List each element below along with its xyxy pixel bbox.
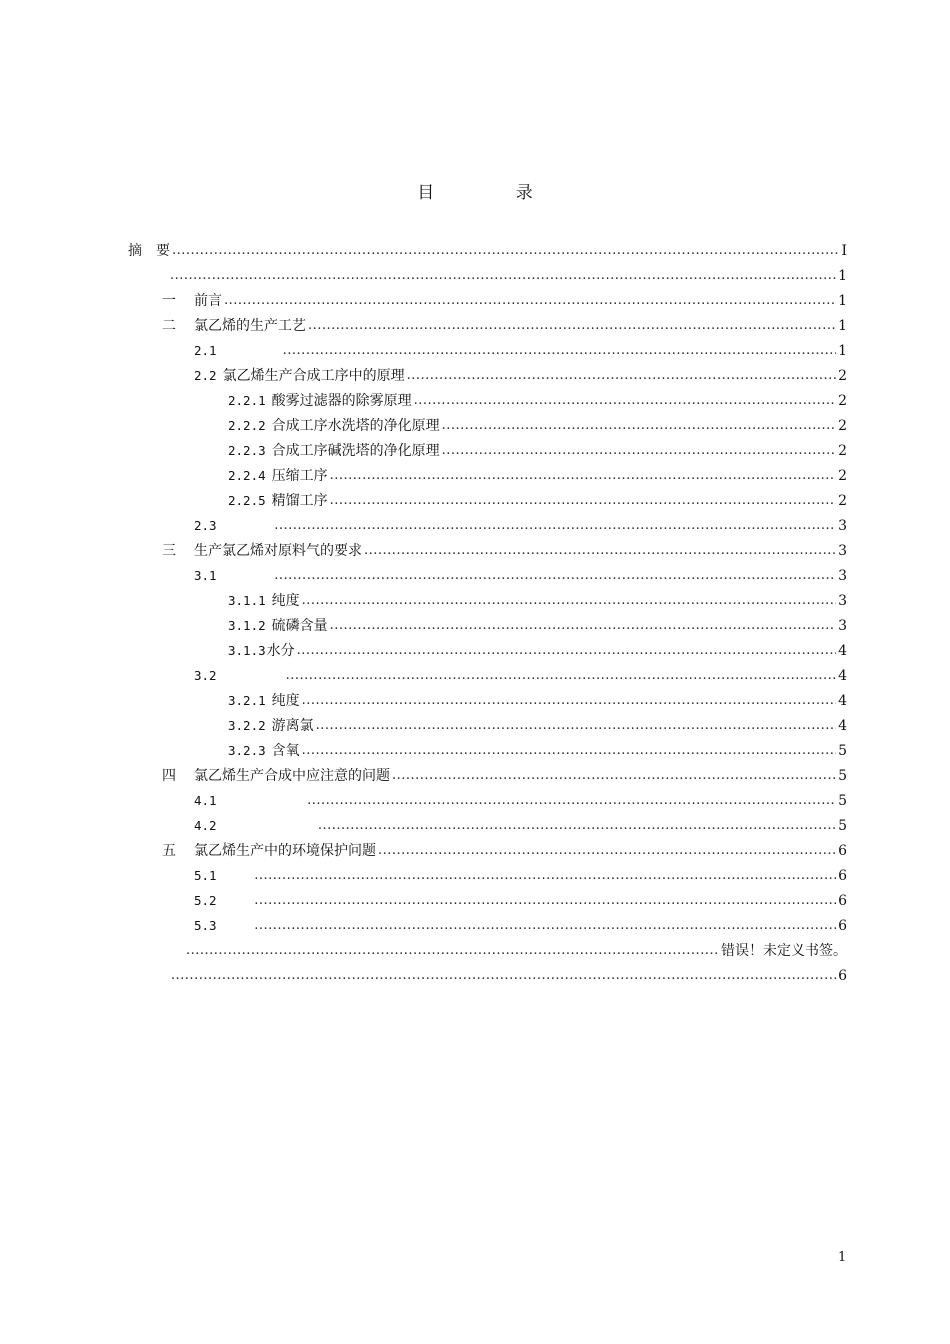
toc-entry-4-2[interactable]	[194, 815, 847, 835]
toc-page: 3	[838, 593, 847, 609]
toc-number: 二	[162, 318, 176, 334]
toc-entry-2-2-2[interactable]	[228, 415, 847, 435]
toc-entry-5-3[interactable]	[194, 915, 847, 935]
toc-entry-3-1-1[interactable]	[228, 590, 847, 610]
toc-entry-intro[interactable]	[128, 265, 847, 285]
toc-number: 3.1.2	[228, 618, 266, 633]
toc-page: 1	[838, 343, 847, 359]
toc-number: 3.2.1	[228, 693, 266, 708]
toc-leader	[316, 717, 836, 735]
toc-entry-2-2-5[interactable]	[228, 490, 847, 510]
toc-leader	[307, 792, 836, 810]
toc-entry-5-1[interactable]	[194, 865, 847, 885]
toc-page: I	[841, 243, 847, 259]
toc-leader	[308, 317, 836, 335]
toc-text: 生产氯乙烯对原料气的要求	[194, 543, 362, 559]
toc-entry-3-2-3[interactable]	[228, 740, 847, 760]
toc-text: 合成工序碱洗塔的净化原理	[271, 443, 440, 459]
toc-number: 5.3	[194, 918, 217, 933]
toc-leader	[254, 867, 836, 885]
toc-page: 5	[838, 743, 847, 759]
toc-entry-2-1[interactable]	[194, 340, 847, 360]
toc-entry-3[interactable]	[162, 540, 847, 560]
toc-entry-2-3[interactable]	[194, 515, 847, 535]
toc-number: 3.1	[194, 568, 217, 583]
toc-entry-3-2-1[interactable]	[228, 690, 847, 710]
toc-entry-4[interactable]	[162, 765, 847, 785]
toc-leader	[302, 692, 836, 710]
toc-entry-5-2[interactable]	[194, 890, 847, 910]
toc-leader	[378, 842, 836, 860]
toc-text: 合成工序水洗塔的净化原理	[271, 418, 440, 434]
toc-page: 4	[838, 668, 847, 684]
toc-number: 四	[162, 768, 176, 784]
toc-page: 1	[838, 318, 847, 334]
toc-number: 2.2.4	[228, 468, 266, 483]
toc-number: 3.2.2	[228, 718, 266, 733]
toc-number: 2.2.5	[228, 493, 266, 508]
toc-leader	[297, 642, 836, 660]
toc-leader	[302, 592, 836, 610]
toc-page: 6	[838, 968, 847, 984]
toc-number: 五	[162, 843, 176, 859]
toc-entry-references[interactable]	[128, 965, 847, 985]
toc-entry-3-1-3[interactable]	[228, 640, 847, 660]
toc-leader	[171, 967, 836, 985]
toc-entry-3-2-2[interactable]	[228, 715, 847, 735]
toc-text: 含氧	[271, 743, 300, 759]
toc-leader	[414, 392, 836, 410]
toc-number: 2.2.3	[228, 443, 266, 458]
toc-text: 前言	[194, 293, 222, 309]
toc-page: 2	[838, 468, 847, 484]
toc-leader	[286, 667, 836, 685]
toc-leader	[186, 942, 719, 960]
toc-text: 氯乙烯生产合成工序中的原理	[222, 368, 405, 384]
toc-page: 3	[838, 618, 847, 634]
toc-entry-4-1[interactable]	[194, 790, 847, 810]
toc-page: 2	[838, 418, 847, 434]
toc-text: 氯乙烯生产中的环境保护问题	[194, 843, 376, 859]
toc-leader	[283, 342, 836, 360]
toc-leader	[170, 267, 836, 285]
toc-page: 4	[838, 718, 847, 734]
toc-number: 4.2	[194, 818, 217, 833]
toc-entry-3-2[interactable]	[194, 665, 847, 685]
toc-page: 1	[838, 268, 847, 284]
toc-number: 2.2.2	[228, 418, 266, 433]
toc-entry-abstract[interactable]	[128, 240, 847, 260]
toc-leader	[302, 742, 836, 760]
toc-page: 2	[838, 393, 847, 409]
toc-page: 6	[838, 918, 847, 934]
toc-leader	[330, 467, 836, 485]
toc-text: 氯乙烯的生产工艺	[194, 318, 306, 334]
toc-text: 精馏工序	[271, 493, 328, 509]
toc-number: 一	[162, 293, 176, 309]
toc-text: 水分	[266, 643, 295, 659]
toc-text: 硫磷含量	[271, 618, 328, 634]
toc-leader	[442, 442, 836, 460]
toc-page: 1	[838, 293, 847, 309]
toc-page: 5	[838, 818, 847, 834]
toc-entry-3-1-2[interactable]	[228, 615, 847, 635]
toc-page: 错误！未定义书签。	[721, 943, 847, 959]
toc-text: 压缩工序	[271, 468, 328, 484]
toc-number: 4.1	[194, 793, 217, 808]
toc-text: 要	[156, 243, 170, 259]
toc-entry-2-2-1[interactable]	[228, 390, 847, 410]
toc-leader	[318, 817, 836, 835]
toc-number: 5.2	[194, 893, 217, 908]
toc-number: 2.1	[194, 343, 217, 358]
toc-number: 2.3	[194, 518, 217, 533]
toc-page: 3	[838, 518, 847, 534]
toc-leader	[330, 492, 836, 510]
toc-page: 6	[838, 868, 847, 884]
toc-text: 酸雾过滤器的除雾原理	[271, 393, 412, 409]
toc-number: 摘	[128, 243, 142, 259]
toc-leader	[274, 517, 836, 535]
toc-leader	[224, 292, 836, 310]
toc-leader	[392, 767, 836, 785]
toc-leader	[364, 542, 836, 560]
toc-number: 2.2.1	[228, 393, 266, 408]
toc-title: 目 录	[417, 183, 571, 203]
toc-page: 4	[838, 643, 847, 659]
toc-leader	[442, 417, 836, 435]
toc-entry-1[interactable]	[162, 290, 847, 310]
page-number: 1	[838, 1250, 847, 1265]
toc-entry-conclusion[interactable]	[128, 940, 847, 960]
toc-number: 3.2	[194, 668, 217, 683]
toc-page: 5	[838, 793, 847, 809]
toc-leader	[330, 617, 836, 635]
toc-number: 3.2.3	[228, 743, 266, 758]
toc-page: 5	[838, 768, 847, 784]
toc-entry-2-2[interactable]	[194, 365, 847, 385]
toc-leader	[254, 917, 836, 935]
toc-page: 2	[838, 493, 847, 509]
toc-page: 6	[838, 843, 847, 859]
toc-number: 3.1.3	[228, 643, 266, 658]
toc-number: 2.2	[194, 368, 217, 383]
toc-entry-5[interactable]	[162, 840, 847, 860]
toc-page: 4	[838, 693, 847, 709]
toc-page: 3	[838, 568, 847, 584]
toc-page: 6	[838, 893, 847, 909]
toc-text: 氯乙烯生产合成中应注意的问题	[194, 768, 390, 784]
toc-number: 3.1.1	[228, 593, 266, 608]
toc-leader	[254, 892, 836, 910]
toc-page: 2	[838, 368, 847, 384]
toc-entry-2[interactable]	[162, 315, 847, 335]
toc-number: 三	[162, 543, 176, 559]
toc-page: 2	[838, 443, 847, 459]
toc-text: 纯度	[271, 693, 300, 709]
toc-text: 纯度	[271, 593, 300, 609]
toc-leader	[172, 242, 839, 260]
toc-entry-2-2-3[interactable]	[228, 440, 847, 460]
toc-text: 游离氯	[271, 718, 314, 734]
toc-entry-2-2-4[interactable]	[228, 465, 847, 485]
toc-page: 3	[838, 543, 847, 559]
toc-entry-3-1[interactable]	[194, 565, 847, 585]
toc-leader	[407, 367, 837, 385]
toc-leader	[274, 567, 836, 585]
toc-number: 5.1	[194, 868, 217, 883]
